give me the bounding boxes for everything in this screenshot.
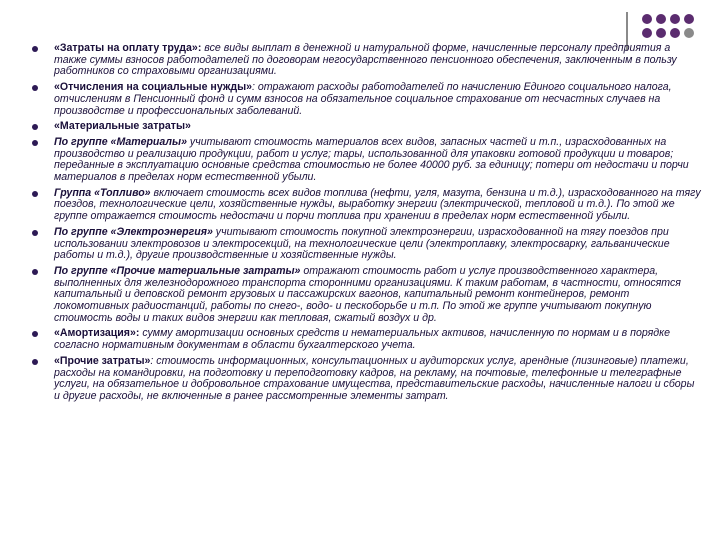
decor-dot (642, 28, 652, 38)
bullet-icon (32, 46, 38, 52)
item-label: «Амортизация»: (54, 327, 140, 340)
item-text: все виды выплат в денежной и натуральной форме, начисленные персоналу предприятия а также суммы взносов работодателей по договорам негосударственного пенсионного обеспечения, заключенным в пользу работников со страховыми организациями. (54, 42, 677, 78)
list-item (30, 137, 702, 184)
decor-dot (670, 14, 680, 24)
bullet-icon (32, 269, 38, 275)
bullet-icon (32, 230, 38, 236)
list-item (30, 227, 702, 262)
bullet-icon (32, 124, 38, 130)
cost-elements-list (30, 43, 702, 407)
bullet-icon (32, 359, 38, 365)
bullet-icon (32, 140, 38, 146)
item-text: учитывают стоимость покупной электроэнергии, израсходованной на тягу поездов при использовании электровозов и электросекций, на технологические цели (электроплавку, электросварку, гальванические работы и т.д.), другие производственные и хозяйственные нужды. (54, 225, 670, 262)
list-item (30, 266, 702, 325)
item-text: учитывают стоимость материалов всех видов, запасных частей и т.п., израсходованных на производство и реализацию продукции, работ и услуг; тары, использованной для упаковки готовой продукции и товаров; переданные в эксплуатацию основные средства стоимостью не более 40000 руб. за единицу; потери от недостачи и порчи материалов в пределах норм естественной убыли. (54, 135, 689, 184)
decor-dot (684, 14, 694, 24)
item-text: сумму амортизации основных средств и нематериальных активов, начисленную по нормам и в порядке согласно нормативным документам в области бухгалтерского учета. (54, 327, 671, 352)
item-text: включает стоимость всех видов топлива (нефти, угля, мазута, бензина и т.д.), израсходованного на тягу поездов, технологические цели, хозяйственные нужды, выработку энергии (электрической, тепловой и т.д.). По этой же группе отражается стоимость недостачи и порчи топлива при хранении в пределах норм естественной убыли. (54, 186, 701, 223)
decor-dot (642, 14, 652, 24)
item-text: : стоимость информационных, консультационных и аудиторских услуг, арендные (лизинговые) платежи, расходы на командировки, на подготовку и переподготовку кадров, на рекламу, на почтовые, телефонные и телеграфные услуги, на обязательное и добровольное страхование имущества, представительские расходы, начисленные налоги и сборы и другие расходы, не включенные в ранее рассмотренные элементы затрат. (54, 354, 695, 402)
bullet-icon (32, 191, 38, 197)
item-text: : отражают расходы работодателей по начислению Единого социального налога, отчислениям в Пенсионный фонд и сумм взносов на обязательное социальное страхование от несчастных случаев на производстве и профессиональных заболеваний. (54, 81, 672, 117)
list-item (30, 188, 702, 223)
decor-dot (656, 14, 666, 24)
list-item (30, 121, 702, 133)
list-item (30, 82, 702, 117)
bullet-icon (32, 85, 38, 91)
decor-dot (670, 28, 680, 38)
item-label: «Затраты на оплату труда»: (54, 42, 202, 54)
decor-dot (684, 28, 694, 38)
list-item (30, 356, 702, 403)
list-item (30, 43, 702, 78)
bullet-icon (32, 331, 38, 337)
item-label: По группе «Материалы» (54, 135, 187, 148)
item-label: «Отчисления на социальные нужды» (54, 81, 253, 94)
item-label: По группе «Прочие материальные затраты» (54, 264, 301, 277)
item-label: По группе «Электроэнергия» (54, 225, 213, 238)
item-label: «Материальные затраты» (54, 120, 191, 133)
list-item (30, 328, 702, 351)
item-text: отражают стоимость работ и услуг производственного характера, выполненных для железнодорожного транспорта сторонними организациями. К таким работам, в частности, относятся капитальный и деповской ремонт грузовых и пассажирских вагонов, капитальный ремонт контейнеров, ремонт локомотивных радиостанций, работы по снего-, водо- и пескоборьбе и т.п. По этой же группе учитывают покупную стоимость воды и таких видов энергии как тепловая, сжатый воздух и др. (54, 264, 681, 324)
decor-dot (656, 28, 666, 38)
item-label: Группа «Топливо» (54, 186, 151, 199)
item-label: «Прочие затраты» (54, 354, 151, 367)
